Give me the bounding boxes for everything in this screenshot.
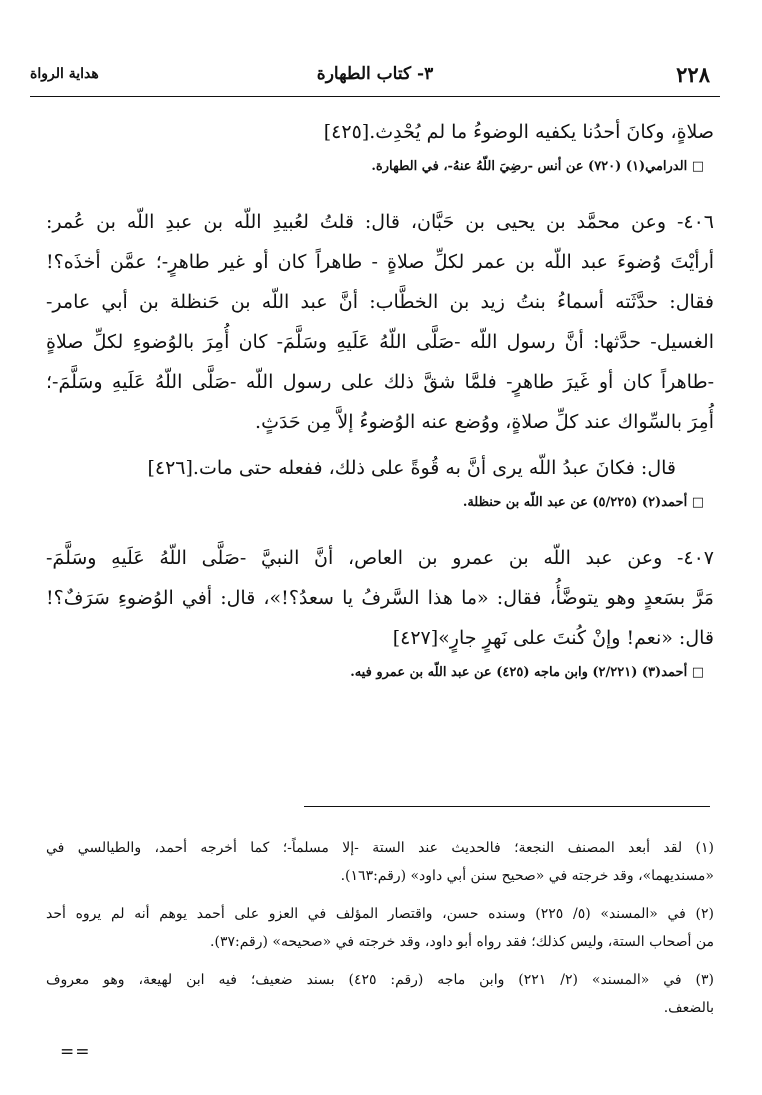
text-line: أرأيْتَ وُضوءَ عبد اللّه بن عمر لكلِّ صلاةٍ - طاهراً كان أو غير طاهرٍ-؛ عمَّن أخذَه؟! xyxy=(46,251,714,273)
header-rule xyxy=(30,96,720,97)
chapter-title: ٣- كتاب الطهارة xyxy=(316,64,434,84)
footnote-3-line: (٣) في «المسند» (٢/ ٢٢١) وابن ماجه (رقم: ٤٢٥) بسند ضعيف؛ فيه ابن لهيعة، وهو معروف xyxy=(46,972,715,988)
text-line: أُمِرَ بالسِّواك عند كلِّ صلاةٍ، ووُضع عنه الوُضوءُ إلاَّ مِن حَدَثٍ. xyxy=(255,411,714,433)
text-line: قال: «نعم! وإنْ كُنتَ على نَهرٍ جارٍ»[٤٢٧] xyxy=(392,627,714,649)
text-line: مَرَّ بسَعدٍ وهو يتوضَّأُ، فقال: «ما هذا السَّرفُ يا سعدُ؟!»، قال: أفي الوُضوءِ سَرَفٌ؟! xyxy=(46,587,714,609)
text-line: الغسيل- حدَّثها: أنَّ رسول اللّه -صَلَّى اللّهُ عَلَيهِ وسَلَّمَ- كان أُمِرَ بالوُضوءِ لكلِّ صلاةٍ xyxy=(46,331,714,353)
main-text xyxy=(46,112,714,688)
spacer xyxy=(46,890,714,900)
footnote-rule xyxy=(304,806,710,807)
text-line: صلاةٍ، وكانَ أحدُنا يكفيه الوضوءُ ما لم يُحْدِث.[٤٢٥] xyxy=(323,121,714,143)
footnote-2-line: (٢) في «المسند» (٥/ ٢٢٥) وسنده حسن، واقتصار المؤلف في العزو على أحمد يوهم أنه لم يروه أحد xyxy=(46,906,715,922)
text-line: -طاهراً كان أو غَيرَ طاهرٍ- فلمَّا شقَّ ذلك على رسول اللّه -صَلَّى اللّهُ عَلَيهِ وسَلَّمَ-؛ xyxy=(46,371,714,393)
reference-line: □ أحمد(٢) (٥/٢٢٥) عن عبد اللّه بن حنظلة. xyxy=(462,495,704,510)
page-number: ٢٢٨ xyxy=(676,62,710,87)
hadith-406-line: ٤٠٦- وعن محمَّد بن يحيى بن حَبَّان، قال: قلتُ لعُبيدِ اللّه بن عبدِ اللّه بن عُمر: xyxy=(46,211,714,233)
text-line: فقال: حدَّثَته أسماءُ بنتُ زيد بن الخطَّاب: أنَّ عبد اللّه بن حَنظلة بن أبي عامر- xyxy=(46,291,714,313)
footnote-2-line: من أصحاب الستة، وليس كذلك؛ فقد رواه أبو داود، وقد خرجته في «صحيحه» (رقم:٣٧). xyxy=(210,934,714,950)
spacer xyxy=(46,518,714,538)
spacer xyxy=(46,182,714,202)
running-head xyxy=(30,58,720,94)
source-reference xyxy=(46,152,704,182)
footnote-1-line: (١) لقد أبعد المصنف النجعة؛ فالحديث عند الستة -إلا مسلماً-؛ كما أخرجه أحمد، والطيالسي في xyxy=(46,840,714,856)
reference-line: □ الدرامي(١) (٧٢٠) عن أنس -رضِيَ اللّهُ عنهُ-، في الطهارة. xyxy=(371,159,704,174)
hadith-407-line: ٤٠٧- وعن عبد اللّه بن عمرو بن العاص، أنَّ النبيَّ -صَلَّى اللّهُ عَلَيهِ وسَلَّمَ- xyxy=(46,547,714,569)
source-reference xyxy=(46,658,704,688)
footnotes xyxy=(46,834,714,1022)
text-line: قال: فكانَ عبدُ اللّه يرى أنَّ به قُوةً على ذلك، ففعله حتى مات.[٤٢٦] xyxy=(147,457,676,479)
source-reference xyxy=(46,488,704,518)
end-mark: == xyxy=(60,1042,91,1062)
footnote-3-line: بالضعف. xyxy=(663,1000,714,1016)
book-title: هداية الرواة xyxy=(30,66,99,82)
spacer xyxy=(46,956,714,966)
reference-line: □ أحمد(٣) (٢/٢٢١) وابن ماجه (٤٢٥) عن عبد اللّه بن عمرو فيه. xyxy=(350,665,704,680)
footnote-1-line: «مسنديهما»، وقد خرجته في «صحيح سنن أبي داود» (رقم:١٦٣). xyxy=(340,868,714,884)
